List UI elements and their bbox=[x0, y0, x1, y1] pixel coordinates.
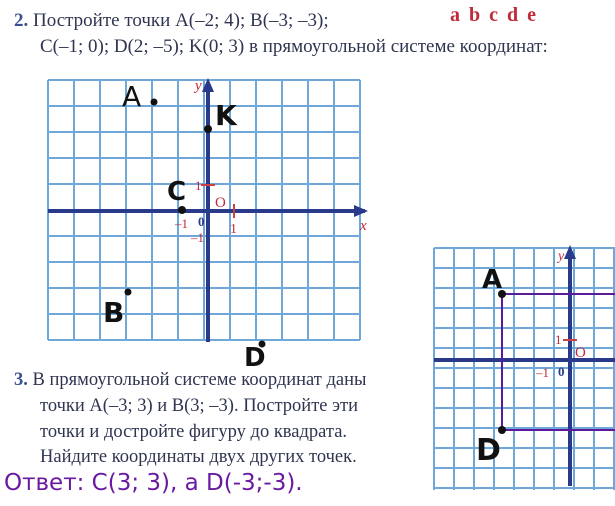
origin-label: O bbox=[215, 195, 226, 211]
tick-label-x-1: 1 bbox=[230, 222, 237, 237]
origin-label-2: O bbox=[575, 345, 586, 361]
tick-label-x-minus1-2: –1 bbox=[536, 365, 549, 380]
option-letters: a b c d e bbox=[450, 4, 538, 26]
label-a-2: A bbox=[482, 265, 503, 295]
grid-lines-2 bbox=[434, 248, 615, 490]
task3-number: 3. bbox=[14, 370, 28, 390]
label-c: C bbox=[167, 177, 187, 207]
label-d: D bbox=[244, 343, 266, 370]
y-axis-label: y bbox=[195, 78, 202, 94]
point-b bbox=[125, 289, 132, 296]
coordinate-grid-1 bbox=[40, 70, 420, 370]
tick-label-y-minus1: –1 bbox=[191, 230, 204, 245]
answer-text: Ответ: C(3; 3), а D(-3;-3). bbox=[4, 470, 303, 496]
zero-label-2: 0 bbox=[558, 364, 565, 379]
task3-text-line3: точки и достройте фигуру до квадрата. bbox=[40, 422, 348, 442]
label-k: K bbox=[215, 99, 237, 132]
task2-text-line1: Постройте точки A(–2; 4); B(–3; –3); bbox=[33, 10, 329, 31]
zero-label: 0 bbox=[198, 214, 205, 229]
y-axis-label-2: y bbox=[558, 249, 565, 264]
x-axis-label: x bbox=[360, 218, 367, 234]
label-b: B bbox=[103, 296, 125, 329]
task3-text-line1: В прямоугольной системе координат даны bbox=[32, 370, 367, 390]
task2-number: 2. bbox=[14, 10, 29, 31]
label-a: A bbox=[122, 80, 142, 113]
point-c bbox=[178, 206, 186, 214]
label-d-2: D bbox=[476, 433, 501, 468]
tick-label-y-1-2: 1 bbox=[555, 332, 562, 347]
task2-text-line2: C(–1; 0); D(2; –5); K(0; 3) в прямоугольной системе координат: bbox=[40, 36, 548, 57]
tick-label-y-1: 1 bbox=[195, 178, 202, 193]
task3-line1 bbox=[14, 368, 424, 393]
point-a bbox=[151, 99, 158, 106]
task2-line1 bbox=[14, 10, 329, 32]
point-k bbox=[204, 125, 212, 133]
tick-label-x-minus1: –1 bbox=[175, 216, 188, 231]
coordinate-grid-2 bbox=[430, 240, 615, 500]
task3-text-line2: точки A(–3; 3) и B(3; –3). Постройте эти bbox=[40, 396, 359, 416]
task3-text-line4: Найдите координаты двух других точек. bbox=[40, 447, 357, 467]
